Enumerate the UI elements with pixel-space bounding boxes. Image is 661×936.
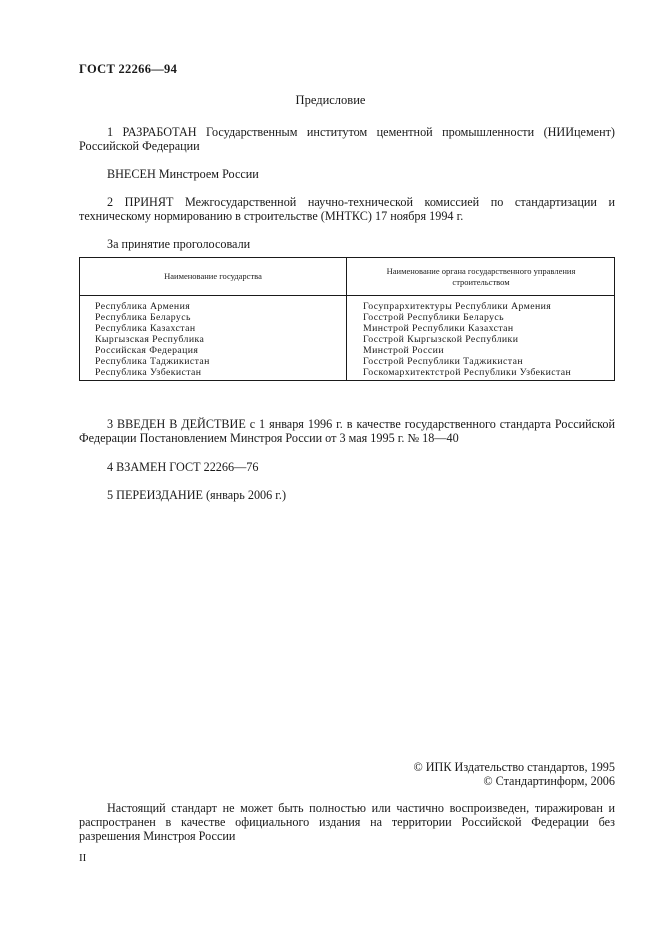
table-cell-state: Республика Беларусь (95, 312, 191, 323)
table-cell-state: Республика Узбекистан (95, 367, 202, 378)
table-column-states (95, 301, 210, 378)
paragraph-voted: За принятие проголосовали (107, 237, 251, 251)
table-column-bodies (363, 301, 571, 378)
copyright-line-1: © ИПК Издательство стандартов, 1995 (413, 760, 615, 774)
document-code: ГОСТ 22266—94 (79, 62, 178, 76)
reproduction-notice: Настоящий стандарт не может быть полностью или частично воспроизведен, тиражирован и распространен в качестве официального издания на территории Российской Федерации без разрешения Минстроя России (79, 801, 615, 843)
table-cell-body: Госстрой Кыргызской Республики (363, 334, 519, 345)
paragraph-effective: 3 ВВЕДЕН В ДЕЙСТВИЕ с 1 января 1996 г. в качестве государственного стандарта Российской Федерации Постановлением Минстроя России от 3 мая 1995 г. № 18—40 (79, 417, 615, 445)
table-cell-body: Минстрой России (363, 345, 444, 356)
table-cell-state: Российская Федерация (95, 345, 199, 356)
table-cell-state: Республика Армения (95, 301, 191, 312)
table-cell-body: Госупрархитектуры Республики Армения (363, 301, 552, 312)
paragraph-developed: 1 РАЗРАБОТАН Государственным институтом цементной промышленности (НИИцемент) Российской Федерации (79, 125, 615, 153)
table-cell-state: Республика Таджикистан (95, 356, 210, 367)
table-cell-body: Минстрой Республики Казахстан (363, 323, 514, 334)
page-number: II (79, 852, 87, 864)
paragraph-adopted: 2 ПРИНЯТ Межгосударственной научно-технической комиссией по стандартизации и техническому нормированию в строительстве (МНТКС) 17 ноября 1994 г. (79, 195, 615, 223)
table-cell-body: Госстрой Республики Беларусь (363, 312, 505, 323)
paragraph-reissue: 5 ПЕРЕИЗДАНИЕ (январь 2006 г.) (107, 488, 287, 502)
table-header-state: Наименование государства (164, 271, 262, 281)
table-cell-state: Кыргызская Республика (95, 334, 205, 345)
table-header-body: Наименование органа государственного управления строительством (386, 265, 576, 287)
copyright-line-2: © Стандартинформ, 2006 (483, 774, 615, 788)
paragraph-introduced-by: ВНЕСЕН Минстроем России (107, 167, 259, 181)
section-heading: Предисловие (295, 93, 366, 107)
table-cell-state: Республика Казахстан (95, 323, 196, 334)
table-cell-body: Госкомархитектстрой Республики Узбекистан (363, 367, 572, 378)
paragraph-replaces: 4 ВЗАМЕН ГОСТ 22266—76 (107, 460, 259, 474)
voting-table (79, 257, 615, 381)
table-cell-body: Госстрой Республики Таджикистан (363, 356, 523, 367)
